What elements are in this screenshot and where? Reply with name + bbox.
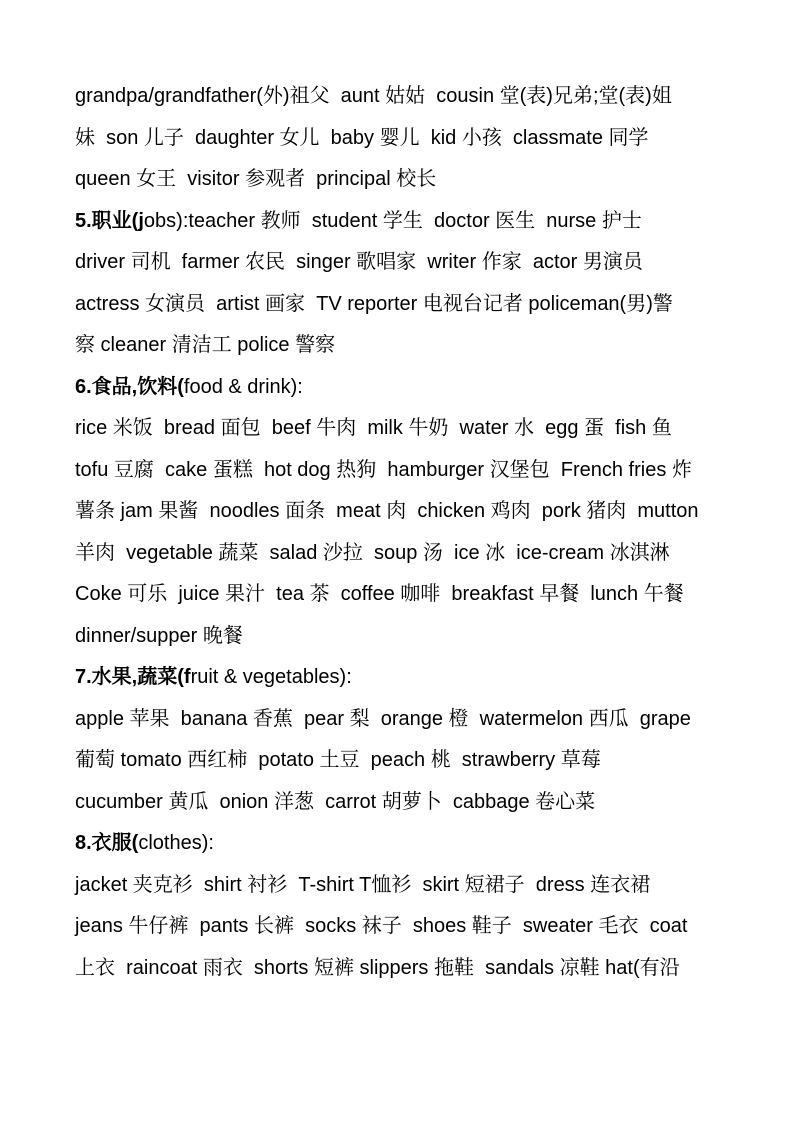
text-segment: grandpa/grandfather(外)祖父 aunt 姑姑 cousin 堂(表)兄弟;堂(表)姐 xyxy=(75,85,672,107)
text-line xyxy=(75,533,733,575)
text-line xyxy=(75,823,733,865)
text-segment: 妹 son 儿子 daughter 女儿 baby 婴儿 kid 小孩 classmate 同学 xyxy=(75,126,649,149)
text-segment: apple 苹果 banana 香蕉 pear 梨 orange 橙 watermelon 西瓜 grape xyxy=(75,707,691,730)
text-segment: obs):teacher 教师 student 学生 doctor 医生 nurse 护士 xyxy=(143,209,642,232)
document-lines xyxy=(75,76,733,989)
text-line xyxy=(75,740,733,782)
text-segment: 察 cleaner 清洁工 police 警察 xyxy=(75,334,336,356)
text-segment: tofu 豆腐 cake 蛋糕 hot dog 热狗 hamburger 汉堡包 French fries 炸 xyxy=(75,458,692,481)
text-segment: driver 司机 farmer 农民 singer 歌唱家 writer 作家 actor 男演员 xyxy=(75,251,643,273)
text-line xyxy=(75,782,733,824)
text-segment: 羊肉 vegetable 蔬菜 salad 沙拉 soup 汤 ice 冰 ice-cream 冰淇淋 xyxy=(75,541,670,564)
text-line xyxy=(75,76,733,118)
text-line xyxy=(75,657,733,699)
text-line xyxy=(75,906,733,948)
text-segment: cucumber 黄瓜 onion 洋葱 carrot 胡萝卜 cabbage 卷心菜 xyxy=(75,790,596,813)
text-line xyxy=(75,408,733,450)
text-segment: food & drink): xyxy=(183,375,303,398)
text-line xyxy=(75,450,733,492)
text-line xyxy=(75,699,733,741)
text-line xyxy=(75,367,733,409)
text-line xyxy=(75,574,733,616)
text-line xyxy=(75,201,733,243)
text-line xyxy=(75,159,733,201)
section-heading-segment: 8.衣服( xyxy=(75,832,139,854)
text-segment: queen 女王 visitor 参观者 principal 校长 xyxy=(75,168,437,190)
text-segment: 上衣 raincoat 雨衣 shorts 短裤 slippers 拖鞋 sandals 凉鞋 hat(有沿 xyxy=(75,956,680,979)
text-segment: jacket 夹克衫 shirt 衬衫 T-shirt T恤衫 skirt 短裙子 dress 连衣裙 xyxy=(75,873,651,896)
text-line xyxy=(75,865,733,907)
text-line xyxy=(75,325,733,367)
text-segment: 葡萄 tomato 西红柿 potato 土豆 peach 桃 strawberry 草莓 xyxy=(75,749,601,771)
text-segment: actress 女演员 artist 画家 TV reporter 电视台记者 policeman(男)警 xyxy=(75,292,673,315)
text-segment: Coke 可乐 juice 果汁 tea 茶 coffee 咖啡 breakfast 早餐 lunch 午餐 xyxy=(75,583,684,605)
section-heading-segment: 5.职业(j xyxy=(75,209,144,232)
text-segment: clothes): xyxy=(138,832,214,854)
text-line xyxy=(75,948,733,990)
section-heading-segment: 7.水果,蔬菜(f xyxy=(75,666,191,688)
text-line xyxy=(75,616,733,658)
section-heading-segment: 6.食品,饮料( xyxy=(75,375,184,398)
text-segment: rice 米饭 bread 面包 beef 牛肉 milk 牛奶 water 水 egg 蛋 fish 鱼 xyxy=(75,417,672,439)
text-line xyxy=(75,242,733,284)
text-segment: 薯条 jam 果酱 noodles 面条 meat 肉 chicken 鸡肉 pork 猪肉 mutton xyxy=(75,500,699,522)
text-segment: dinner/supper 晚餐 xyxy=(75,624,243,647)
text-segment: ruit & vegetables): xyxy=(190,666,352,688)
text-segment: jeans 牛仔裤 pants 长裤 socks 袜子 shoes 鞋子 sweater 毛衣 coat xyxy=(75,915,688,937)
text-line xyxy=(75,118,733,160)
text-line xyxy=(75,491,733,533)
text-line xyxy=(75,284,733,326)
